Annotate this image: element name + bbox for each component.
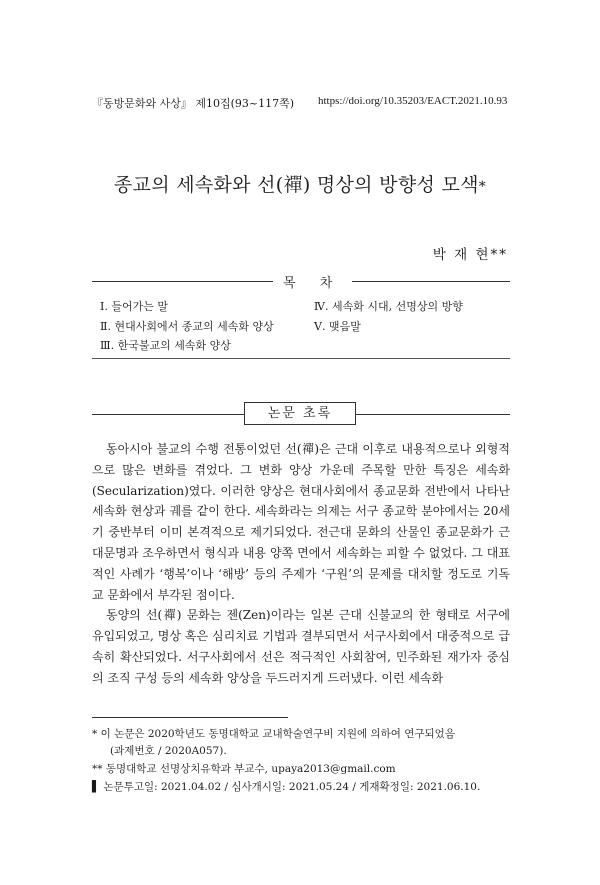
toc-item-2: Ⅱ. 현대사회에서 종교의 세속화 양상 <box>100 320 274 333</box>
abstract-heading: 논문 초록 <box>244 402 356 425</box>
abstract-rule-right <box>356 414 510 415</box>
abstract-rule-left <box>92 414 244 415</box>
title-footnote-mark: * <box>478 179 487 195</box>
paper-title <box>0 170 600 197</box>
paper-title-text: 종교의 세속화와 선(禪) 명상의 방향성 모색 <box>113 174 479 196</box>
footnote-1-line-1: * 이 논문은 2020학년도 동명대학교 교내학술연구비 지원에 의하여 연구되었음 <box>92 728 455 740</box>
toc-item-1: Ⅰ. 들어가는 말 <box>100 300 168 313</box>
abstract-body <box>92 439 510 689</box>
toc-item-3: Ⅲ. 한국불교의 세속화 양상 <box>100 339 231 352</box>
footnote-1-line-2: (과제번호 / 2020A057). <box>110 745 227 757</box>
toc-item-4: Ⅳ. 세속화 시대, 선명상의 방향 <box>314 300 463 313</box>
journal-citation: 『동방문화와 사상』 제10집(93~117쪽) <box>92 97 295 110</box>
footnote-rule <box>92 717 288 718</box>
toc-item-5: Ⅴ. 맺음말 <box>314 320 361 333</box>
toc-heading: 목 차 <box>273 272 352 291</box>
footnote-2: ** 동명대학교 선명상치유학과 부교수, upaya2013@gmail.com <box>92 763 396 775</box>
abstract-paragraph-1: 동아시아 불교의 수행 전통이었던 선(禪)은 근대 이후로 내용적으로나 외형적으로 많은 변화를 겪었다. 그 변화 양상 가운데 주목할 만한 특징은 세속화(Secularization)였다. 이러한 양상은 현대사회에서 종교문화 전반에서 나타난 세속화 현상과 궤를 같이 한다. 세속화라는 의제는 서구 종교학 분야에서는 20세기 중반부터 이미 본격적으로 제기되었다. 전근대 문화의 산물인 종교문화가 근대문명과 조우하면서 형식과 내용 양쪽 면에서 세속화는 피할 수 없었다. 그 대표적인 사례가 ‘행복’이나 ‘해방’ 등의 주제가 ‘구원’의 문제를 대치할 정도로 기독교 문화에서 부각된 점이다. <box>92 442 510 602</box>
abstract-paragraph-2: 동양의 선(禪) 문화는 젠(Zen)이라는 일본 근대 신불교의 한 형태로 서구에 유입되었고, 명상 혹은 심리치료 기법과 결부되면서 서구사회에서 대중적으로 급속히 확산되었다. 서구사회에서 선은 적극적인 사회참여, 민주화된 재가자 중심의 조직 구성 등의 세속화 양상을 두드러지게 드러냈다. 이런 세속화 <box>92 608 510 685</box>
toc-bottom-rule <box>92 358 510 359</box>
doi-link[interactable]: https://doi.org/10.35203/EACT.2021.10.93 <box>318 95 508 107</box>
author-name: 박 재 현** <box>432 247 508 263</box>
submission-dates: ▌ 논문투고일: 2021.04.02 / 심사개시일: 2021.05.24 / 게재확정일: 2021.06.10. <box>92 781 481 793</box>
